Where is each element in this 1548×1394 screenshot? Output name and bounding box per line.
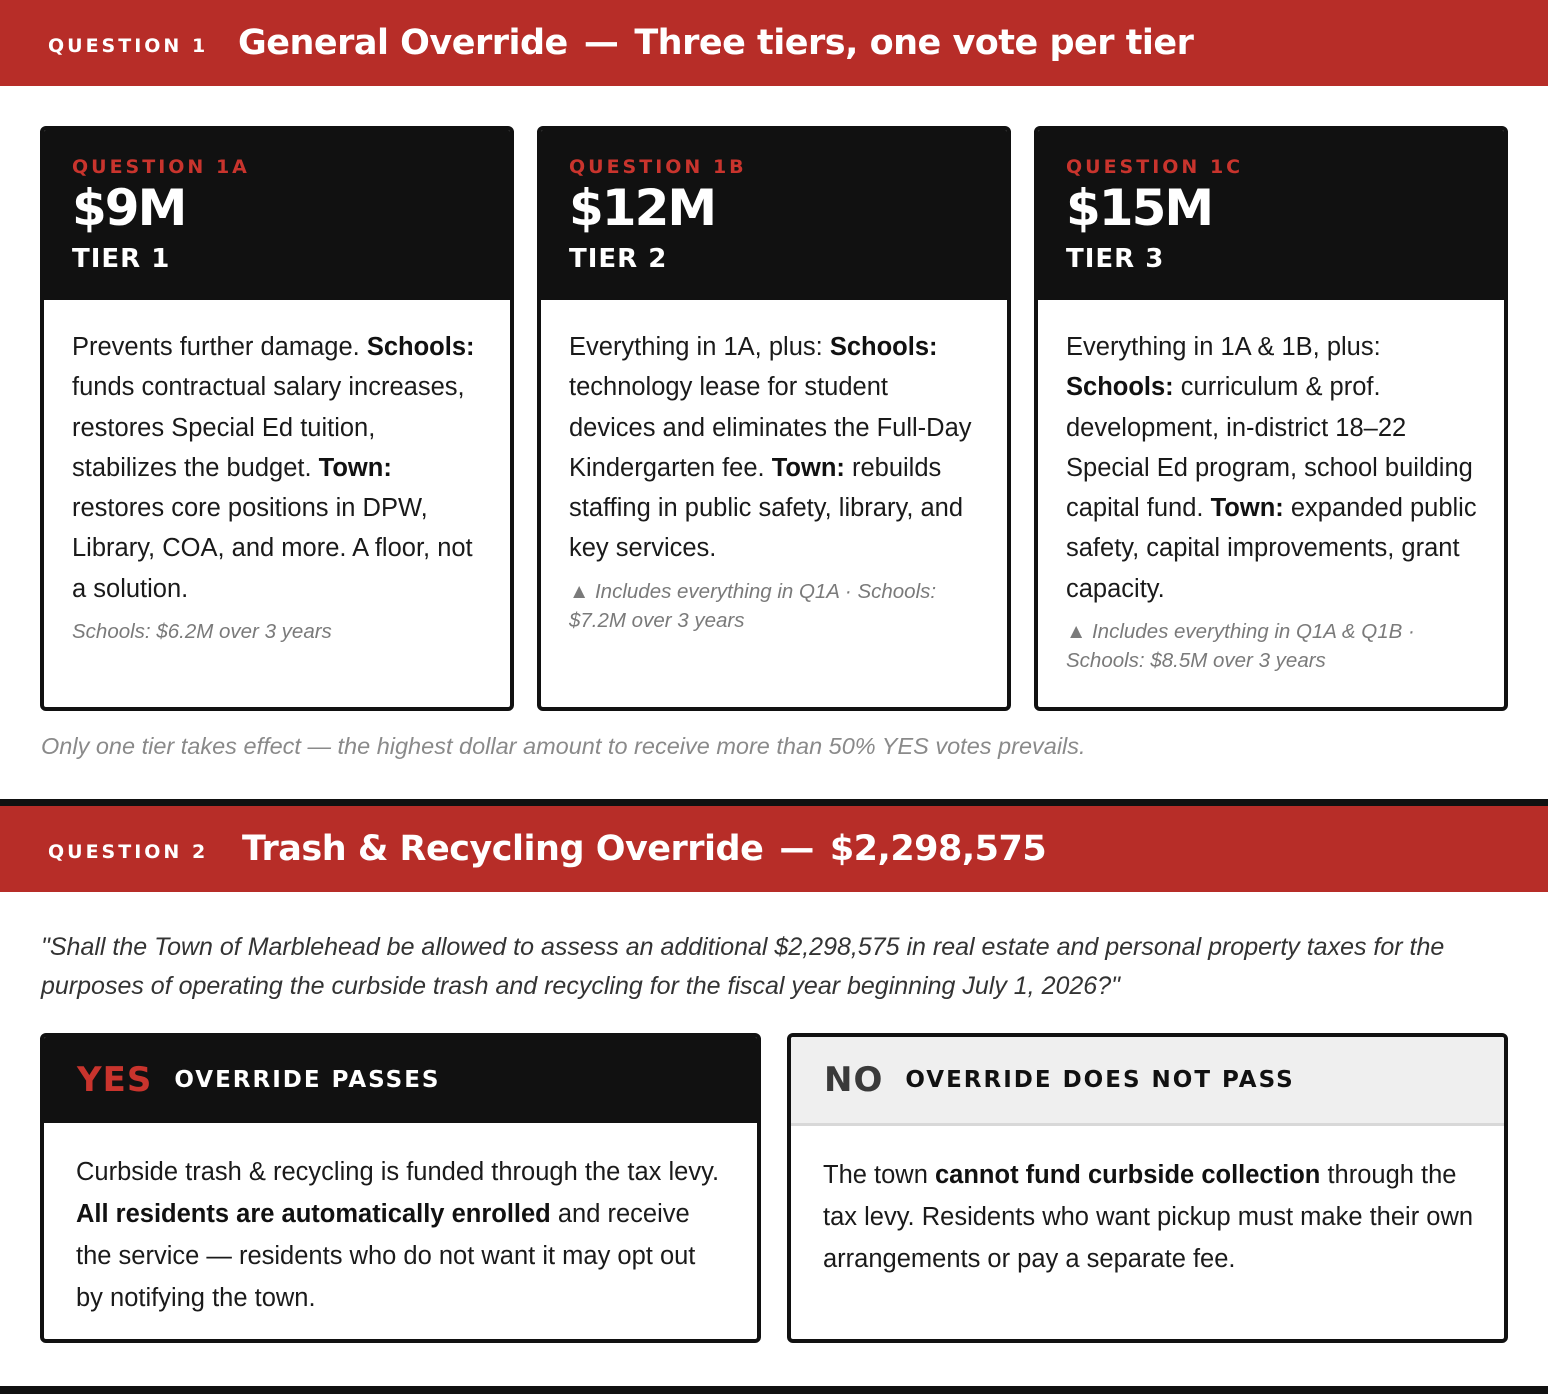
ballot-question-quote: "Shall the Town of Marblehead be allowed to assess an additional $2,298,575 in real estate and personal property taxes for the purposes of operating the curbside trash and recycling for the fiscal year beginning July 1, 2026?" (41, 933, 1445, 1000)
tier-note: Schools: $6.2M over 3 years (72, 620, 332, 644)
tier-name: TIER 2 (569, 244, 668, 274)
question2-header (0, 806, 1548, 892)
body-text: technology lease for student devices and eliminates the Full-Day Kindergarten fee. (569, 373, 972, 482)
question2-title-text: Trash & Recycling Override (242, 829, 764, 869)
no-description (791, 1126, 1504, 1280)
emphasis-text: Schools: (366, 333, 475, 361)
body-text: funds contractual salary increases, restores Special Ed tuition, stabilizes the budget. (72, 373, 465, 482)
emphasis-text: All residents are automatically enrolled (76, 1200, 551, 1228)
no-outcome-header (791, 1037, 1504, 1126)
tier-card-body (44, 300, 510, 646)
emphasis-text: Town: (771, 453, 845, 482)
tier-card-header (541, 130, 1007, 300)
tier-rule-note: Only one tier takes effect — the highest dollar amount to receive more than 50% YES votes prevails. (41, 733, 1086, 759)
body-text: and receive the service — residents who do not want it may opt out by notifying the town. (76, 1200, 696, 1312)
tier-card-1c (1034, 126, 1508, 711)
bottom-divider (0, 1386, 1548, 1394)
tier-description (72, 327, 484, 609)
body-text: restores core positions in DPW, Library, COA, and more. A floor, not a solution. (72, 494, 473, 603)
question1-title (238, 23, 1193, 63)
tier-amount: $12M (569, 179, 716, 237)
tier-amount: $15M (1066, 179, 1213, 237)
tier-card-header (1038, 130, 1504, 300)
tier-description (1066, 327, 1478, 609)
body-text: Everything in 1A & 1B, plus: (1066, 333, 1381, 361)
emphasis-text: Schools: (1066, 373, 1174, 402)
tier-note: ▲ Includes everything in Q1A & Q1B · Schools: $8.5M over 3 years (1066, 620, 1415, 673)
yes-label: OVERRIDE PASSES (174, 1067, 441, 1093)
section-divider (0, 799, 1548, 806)
body-text: through the tax levy. Residents who want pickup must make their own arrangements or pay a separate fee. (823, 1161, 1474, 1273)
tier-card-header (44, 130, 510, 300)
question2-title (242, 829, 1046, 869)
no-label: OVERRIDE DOES NOT PASS (905, 1067, 1295, 1093)
yes-word: YES (77, 1060, 153, 1100)
question1-dash: — (583, 23, 619, 63)
body-text: The town (823, 1161, 935, 1189)
body-text: Prevents further damage. (72, 333, 367, 361)
body-text: Curbside trash & recycling is funded through the tax levy. (76, 1158, 720, 1186)
emphasis-text: Town: (1210, 494, 1284, 523)
body-text: curriculum & prof. development, in-district 18–22 Special Ed program, school building capital fund. (1066, 373, 1473, 523)
emphasis-text: Town: (318, 453, 392, 482)
question2-label: QUESTION 2 (48, 841, 209, 863)
tier-question-label: QUESTION 1C (1066, 156, 1244, 178)
question2-amount: $2,298,575 (829, 829, 1047, 869)
tier-card-body (1038, 300, 1504, 675)
tier-description (569, 327, 981, 569)
yes-outcome-card (40, 1033, 761, 1343)
question1-title-text: General Override (238, 23, 568, 63)
question2-dash: — (779, 829, 814, 869)
tier-name: TIER 1 (72, 244, 171, 274)
tier-card-1b (537, 126, 1011, 711)
tier-name: TIER 3 (1066, 244, 1165, 274)
question1-label: QUESTION 1 (48, 35, 209, 57)
tier-question-label: QUESTION 1A (72, 156, 250, 178)
emphasis-text: Schools: (829, 333, 938, 361)
tier-amount: $9M (72, 179, 186, 237)
tier-note: ▲ Includes everything in Q1A · Schools: $7.2M over 3 years (569, 579, 937, 632)
body-text: Everything in 1A, plus: (569, 333, 830, 361)
body-text: rebuilds staffing in public safety, library, and key services. (569, 453, 964, 563)
no-outcome-card (787, 1033, 1508, 1343)
body-text: expanded public safety, capital improvements, grant capacity. (1066, 494, 1477, 603)
yes-outcome-header (44, 1037, 757, 1123)
tier-question-label: QUESTION 1B (569, 156, 747, 178)
emphasis-text: cannot fund curbside collection (934, 1161, 1321, 1189)
tier-card-body (541, 300, 1007, 635)
question1-subtitle: Three tiers, one vote per tier (634, 23, 1194, 63)
yes-description (44, 1123, 757, 1319)
tier-card-1a (40, 126, 514, 711)
question1-header (0, 0, 1548, 86)
no-word: NO (824, 1060, 884, 1100)
